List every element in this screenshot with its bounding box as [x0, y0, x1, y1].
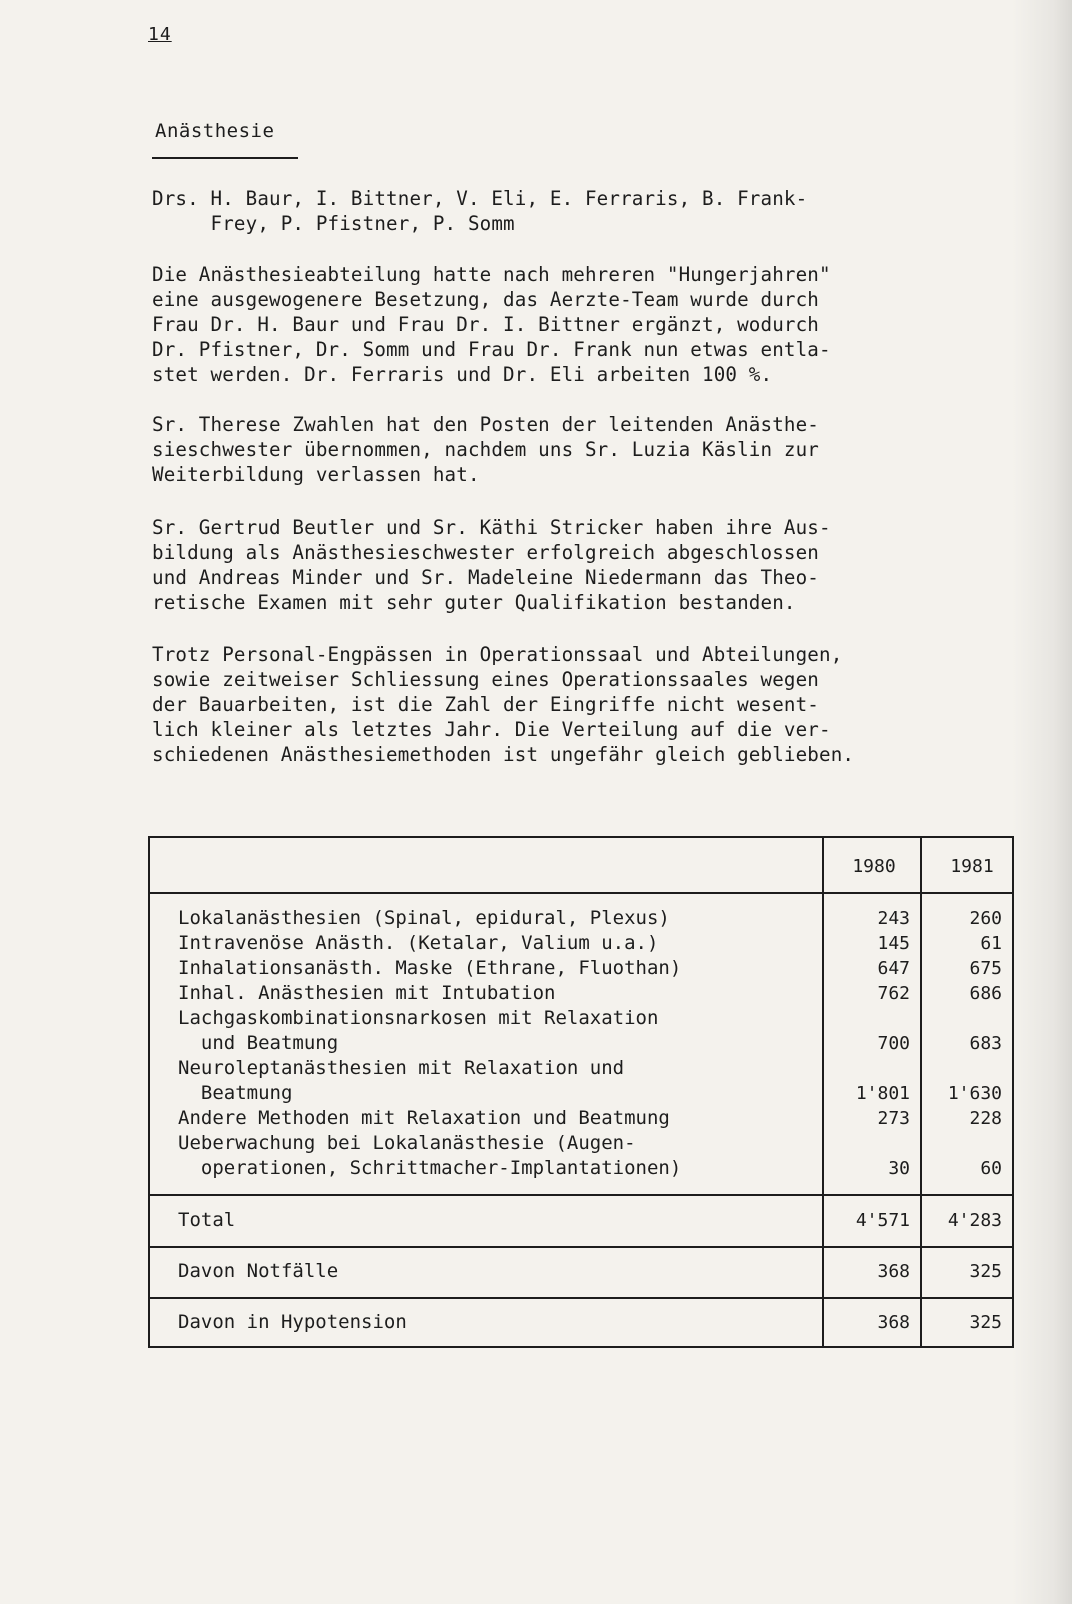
table-row-label: Inhalationsanästh. Maske (Ethrane, Fluothan): [178, 957, 682, 979]
table-row-label: Lachgaskombinationsnarkosen mit Relaxation und Beatmung: [178, 1007, 659, 1054]
table-row-label: Lokalanästhesien (Spinal, epidural, Plexus): [178, 907, 670, 929]
table-cell-1981: 675: [969, 958, 1002, 979]
table-cell-1981: 228: [969, 1108, 1002, 1129]
emergencies-1980: 368: [877, 1261, 910, 1282]
total-1981: 4'283: [947, 1210, 1002, 1231]
table-row-label: Neuroleptanästhesien mit Relaxation und Beatmung: [178, 1057, 625, 1104]
section-heading: Anästhesie: [155, 120, 275, 142]
anesthesia-statistics-table: [148, 836, 1014, 1348]
table-cell-1980: 145: [877, 933, 910, 954]
heading-underline: [152, 157, 298, 159]
table-cell-1981: 686: [969, 983, 1002, 1004]
table-cell-1980: 1'801: [855, 1083, 910, 1104]
paragraph-operations: Trotz Personal-Engpässen in Operationssaal und Abteilungen, sowie zeitweiser Schliessung eines Operationssaales wegen der Bauarbeiten, ist die Zahl der Eingriffe nicht wesent- lich kleiner als letztes Jahr. Die Verteilung auf die ver- schiedenen Anästhesiemethoden ist ungefähr gleich geblieben.: [152, 643, 855, 766]
table-row-divider: [150, 1246, 1012, 1248]
table-cell-1981: 61: [980, 933, 1002, 954]
emergencies-label: Davon Notfälle: [178, 1260, 339, 1282]
table-cell-1980: 243: [877, 908, 910, 929]
table-cell-1980: 30: [888, 1158, 910, 1179]
column-header-1980: 1980: [852, 856, 896, 877]
table-cell-1981: 260: [969, 908, 1002, 929]
table-cell-1981: 1'630: [947, 1083, 1002, 1104]
column-header-1981: 1981: [950, 856, 994, 877]
table-cell-1980: 762: [877, 983, 910, 1004]
emergencies-1981: 325: [969, 1261, 1002, 1282]
paragraph-head-nurse: Sr. Therese Zwahlen hat den Posten der leitenden Anästhe- sieschwester übernommen, nachdem uns Sr. Luzia Käslin zur Weiterbildung verlassen hat.: [152, 413, 820, 486]
paragraph-training: Sr. Gertrud Beutler und Sr. Käthi Stricker haben ihre Aus- bildung als Anästhesieschwester erfolgreich abgeschlossen und Andreas Minder und Sr. Madeleine Niedermann das Theo- retische Examen mit sehr guter Qualifikation bestanden.: [152, 516, 831, 614]
table-row-label: Inhal. Anästhesien mit Intubation: [178, 982, 556, 1004]
table-cell-1980: 647: [877, 958, 910, 979]
total-1980: 4'571: [855, 1210, 910, 1231]
table-row-label: Andere Methoden mit Relaxation und Beatmung: [178, 1107, 670, 1129]
table-cell-1981: 683: [969, 1033, 1002, 1054]
page-edge-shadow: [1012, 0, 1072, 1604]
table-row-divider: [150, 892, 1012, 894]
doctors-list: Drs. H. Baur, I. Bittner, V. Eli, E. Ferraris, B. Frank- Frey, P. Pfistner, P. Somm: [152, 187, 808, 235]
table-cell-1981: 60: [980, 1158, 1002, 1179]
table-column-divider: [822, 838, 824, 1348]
hypotension-1981: 325: [969, 1312, 1002, 1333]
table-row-divider: [150, 1297, 1012, 1299]
hypotension-1980: 368: [877, 1312, 910, 1333]
paragraph-staffing: Die Anästhesieabteilung hatte nach mehreren "Hungerjahren" eine ausgewogenere Besetzung, das Aerzte-Team wurde durch Frau Dr. H. Baur und Frau Dr. I. Bittner ergänzt, wodurch Dr. Pfistner, Dr. Somm und Frau Dr. Frank nun etwas entla- stet werden. Dr. Ferraris und Dr. Eli arbeiten 100 %.: [152, 263, 831, 386]
table-row-label: Intravenöse Anästh. (Ketalar, Valium u.a.): [178, 932, 659, 954]
table-row-divider: [150, 1194, 1012, 1196]
page-number: 14: [148, 24, 172, 45]
table-cell-1980: 700: [877, 1033, 910, 1054]
total-label: Total: [178, 1209, 236, 1231]
hypotension-label: Davon in Hypotension: [178, 1311, 407, 1333]
table-row-label: Ueberwachung bei Lokalanästhesie (Augen- operationen, Schrittmacher-Implantationen): [178, 1132, 682, 1179]
table-cell-1980: 273: [877, 1108, 910, 1129]
